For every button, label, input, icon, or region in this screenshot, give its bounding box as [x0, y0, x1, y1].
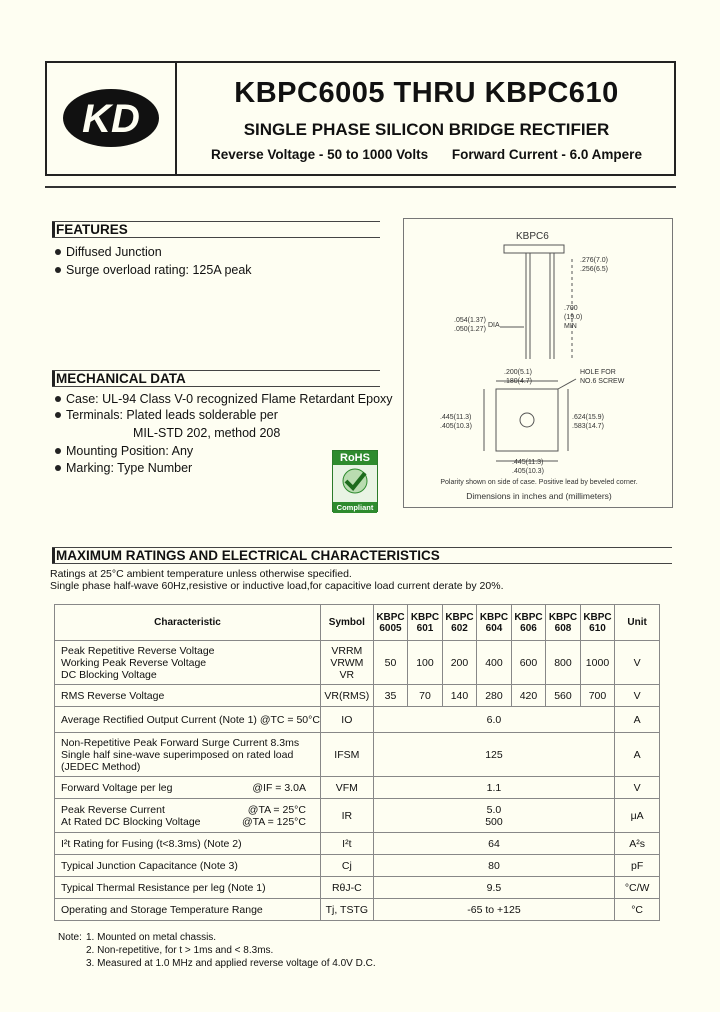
table-header-row [55, 605, 660, 641]
dim-dia2: .050(1.27) [454, 326, 486, 333]
header-rule [45, 186, 676, 188]
note-3: 3. Measured at 1.0 MHz and applied reverse voltage of 4.0V D.C. [86, 958, 376, 969]
dim-top: .200(5.1) [504, 369, 533, 376]
table-row: Peak Repetitive Reverse Voltage Working Peak Reverse Voltage DC Blocking Voltage VRRM VRWM VR 50 100 200 400 600 800 1000 V [55, 641, 660, 685]
table-row: Non-Repetitive Peak Forward Surge Current 8.3ms Single half sine-wave superimposed on rated load (JEDEC Method) IFSM 125 A [55, 733, 660, 777]
dim-left: .445(11.3) [440, 414, 472, 421]
mech-marking: Marking: Type Number [55, 459, 192, 477]
feature-item: Diffused Junction [55, 243, 162, 261]
page-title: KBPC6005 THRU KBPC610 [234, 77, 619, 109]
dim-left2: .405(10.3) [440, 423, 472, 430]
table-row: Operating and Storage Temperature Range Tj, TSTG -65 to +125 °C [55, 899, 660, 921]
rohs-compliant: Compliant [333, 502, 377, 513]
table-row: RMS Reverse Voltage VR(RMS) 35 70 140 280 420 560 700 V [55, 685, 660, 707]
logo-text: KD [82, 97, 140, 141]
reverse-voltage-spec: Reverse Voltage - 50 to 1000 Volts [211, 147, 429, 162]
forward-current-spec: Forward Current - 6.0 Ampere [451, 147, 642, 162]
table-row: Average Rectified Output Current (Note 1) @TC = 50°C IO 6.0 A [55, 707, 660, 733]
dim-right: .624(15.9) [572, 414, 604, 421]
col-part: KBPC 6005 [373, 605, 408, 641]
characteristics-table [54, 604, 660, 921]
col-characteristic: Characteristic [55, 605, 321, 641]
table-row: Peak Reverse Current @TA = 25°C At Rated DC Blocking Voltage @TA = 125°C IR 5.0 500 μA [55, 799, 660, 833]
feature-item: Surge overload rating: 125A peak [55, 261, 252, 279]
rohs-title: RoHS [333, 451, 377, 465]
dim-hole: HOLE FOR [580, 369, 616, 376]
kd-logo [61, 87, 161, 149]
rohs-badge [332, 450, 378, 512]
mech-mounting: Mounting Position: Any [55, 442, 193, 460]
dim-hole2: NO.6 SCREW [580, 378, 625, 385]
table-row: I²t Rating for Fusing (t<8.3ms) (Note 2) I²t 64 A²s [55, 833, 660, 855]
dim-min: .700 [564, 305, 578, 312]
dim-min3: MIN [564, 323, 577, 330]
polarity-note: Polarity shown on side of case. Positive lead by beveled corner. [440, 479, 638, 486]
mech-terminals: Terminals: Plated leads solderable per [55, 406, 278, 424]
mech-case: Case: UL-94 Class V-0 recognized Flame Retardant Epoxy [55, 390, 393, 408]
col-unit: Unit [615, 605, 660, 641]
dim-right2: .583(14.7) [572, 423, 604, 430]
ratings-note1: Ratings at 25°C ambient temperature unless otherwise specified. [50, 568, 352, 580]
col-part: KBPC 602 [442, 605, 477, 641]
package-diagram [403, 218, 673, 508]
notes-label: Note: [58, 932, 82, 943]
dim-bottom: .445(11.3) [512, 459, 544, 466]
dim-lead: .276(7.0) [580, 257, 609, 264]
col-part: KBPC 601 [408, 605, 443, 641]
col-part: KBPC 604 [477, 605, 512, 641]
col-part: KBPC 608 [546, 605, 581, 641]
dim-top2: .180(4.7) [504, 378, 533, 385]
table-row: Typical Junction Capacitance (Note 3) Cj 80 pF [55, 855, 660, 877]
dimensions-note: Dimensions in inches and (millimeters) [466, 491, 612, 501]
table-row: Typical Thermal Resistance per leg (Note 1) RθJ-C 9.5 °C/W [55, 877, 660, 899]
dim-min2: (19.0) [564, 314, 583, 321]
note-1: 1. Mounted on metal chassis. [86, 932, 217, 943]
note-2: 2. Non-repetitive, for t > 1ms and < 8.3ms. [86, 945, 274, 956]
check-icon [333, 465, 377, 497]
features-heading: FEATURES [52, 221, 380, 238]
dim-lead2: .256(6.5) [580, 266, 609, 273]
mechanical-heading: MECHANICAL DATA [52, 370, 380, 387]
logo-cell [47, 63, 177, 174]
package-label: KBPC6 [516, 231, 549, 242]
spec-line [179, 147, 674, 162]
dim-dia: .054(1.37) [454, 317, 486, 324]
page-subtitle: SINGLE PHASE SILICON BRIDGE RECTIFIER [243, 120, 610, 139]
col-part: KBPC 610 [580, 605, 615, 641]
table-row: Forward Voltage per leg @IF = 3.0A VFM 1.1 V [55, 777, 660, 799]
mech-terminals-cont: MIL-STD 202, method 208 [133, 426, 281, 440]
col-symbol: Symbol [320, 605, 373, 641]
header-box [45, 61, 676, 176]
dim-dia3: DIA [488, 322, 500, 329]
dim-bottom2: .405(10.3) [512, 468, 544, 475]
ratings-heading: MAXIMUM RATINGS AND ELECTRICAL CHARACTERISTICS [52, 547, 672, 564]
ratings-note2: Single phase half-wave 60Hz,resistive or inductive load,for capacitive load current derate by 20%. [50, 580, 504, 592]
col-part: KBPC 606 [511, 605, 546, 641]
